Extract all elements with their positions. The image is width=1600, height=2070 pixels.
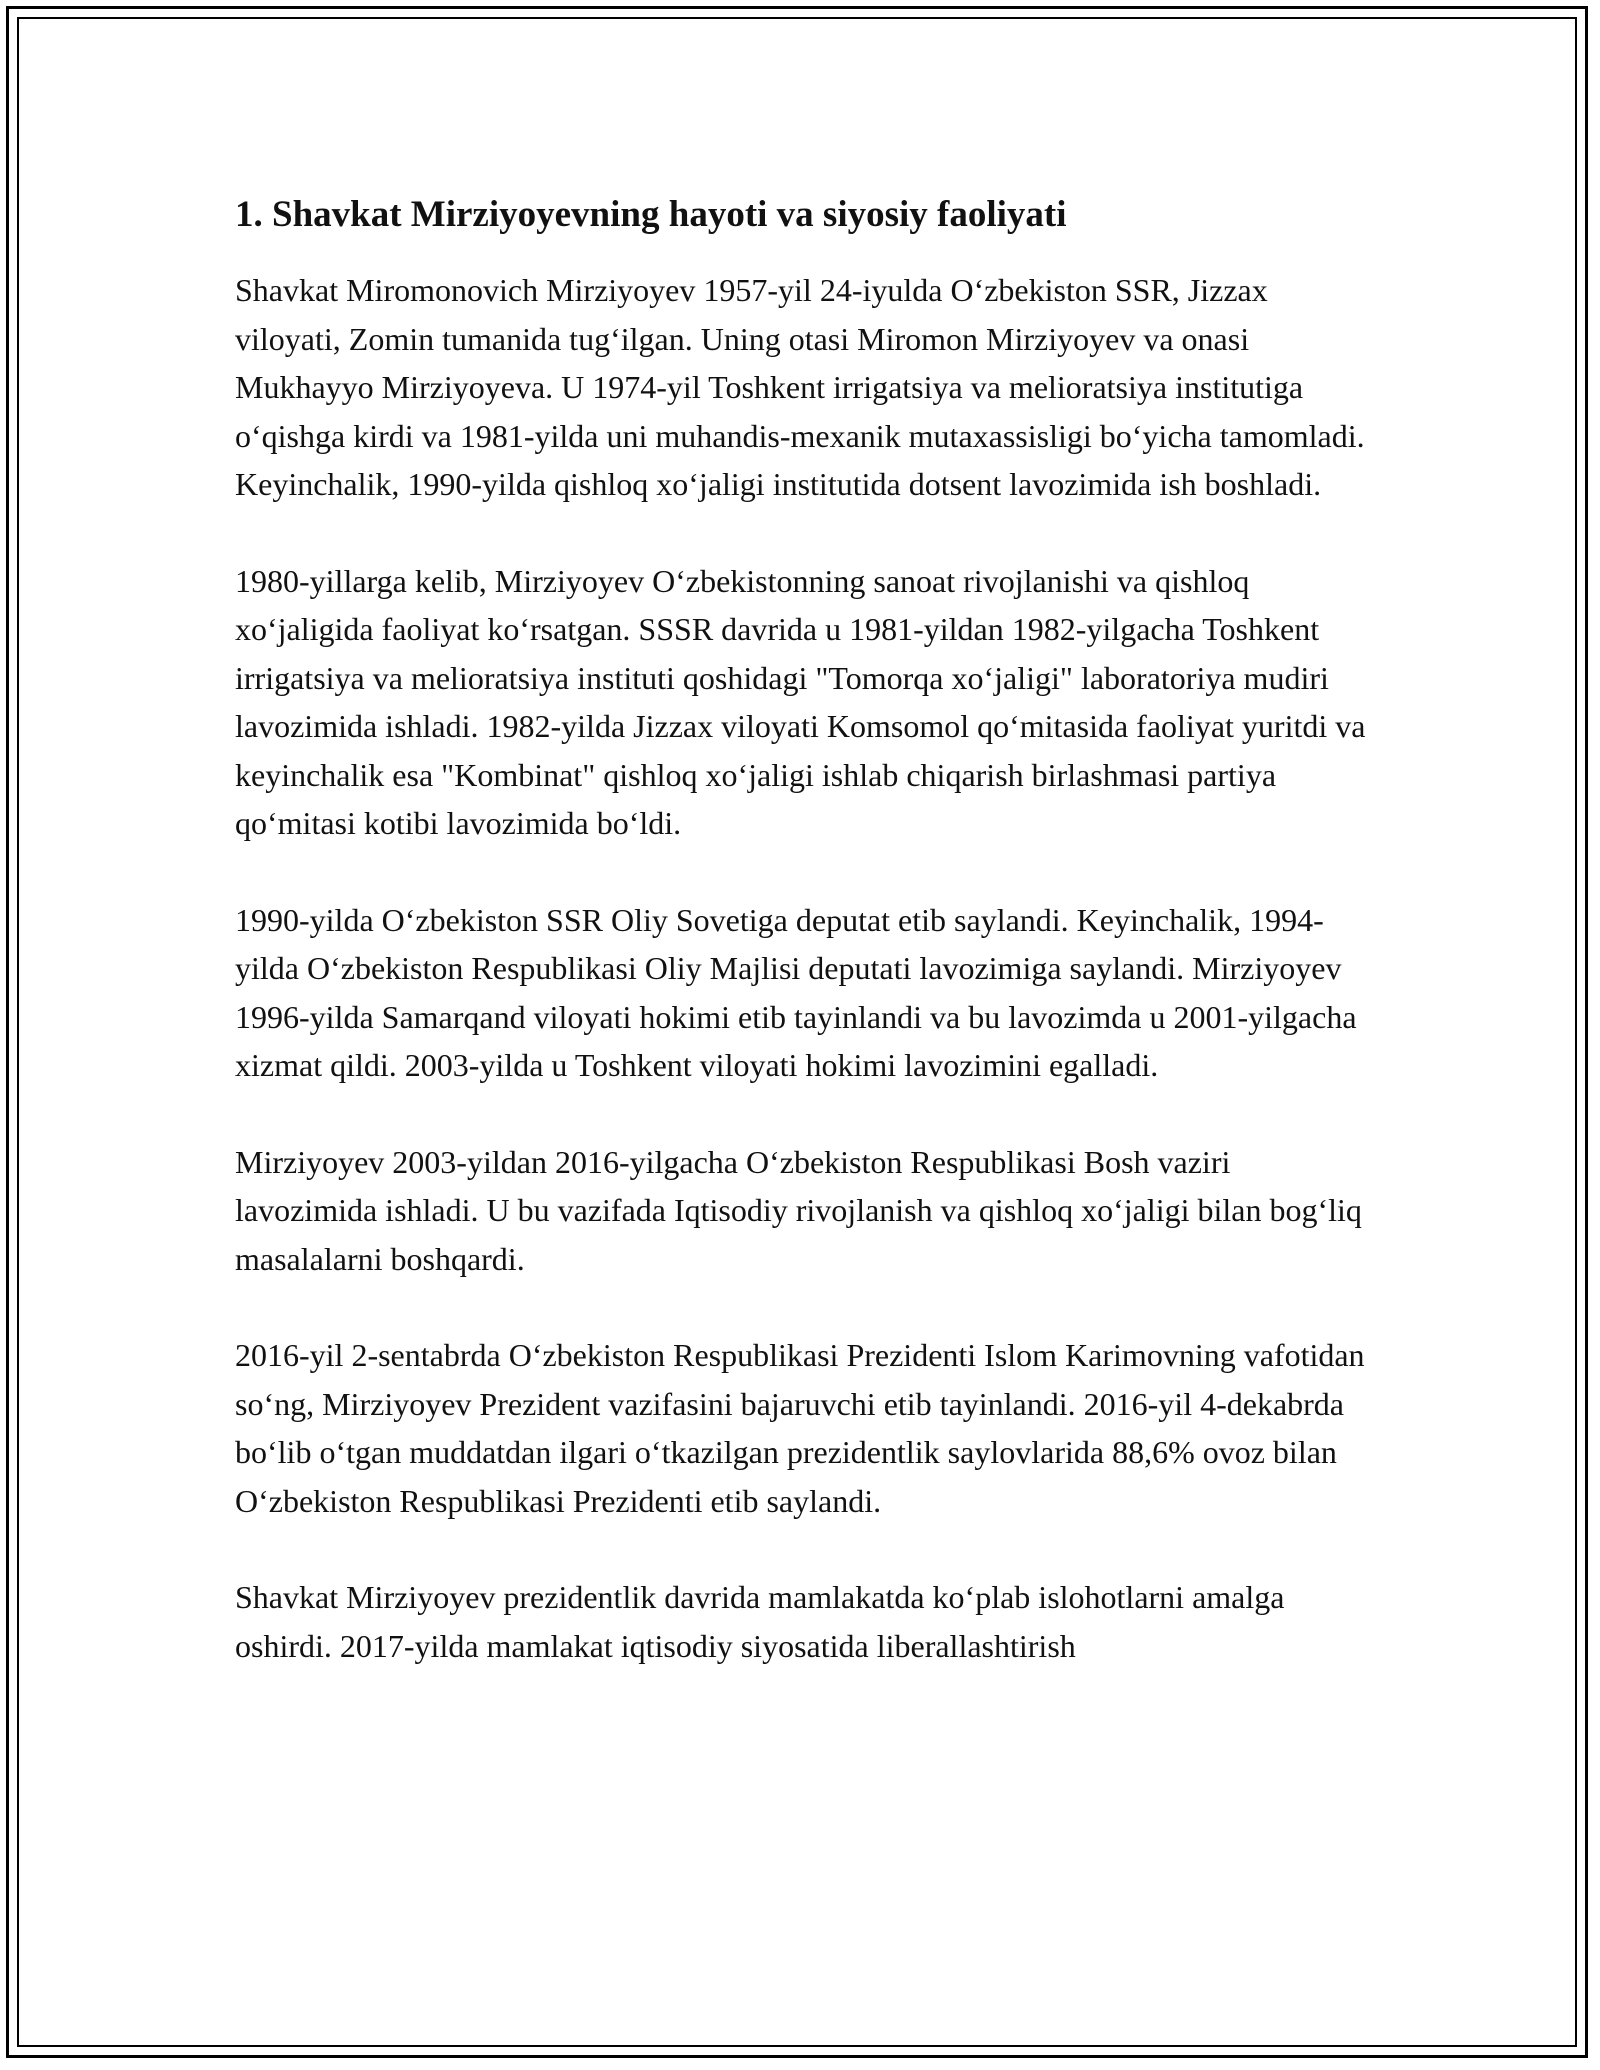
paragraph-presidency-election: 2016-yil 2-sentabrda O‘zbekiston Respublikasi Prezidenti Islom Karimovning vafotidan so‘ng, Mirziyoyev Prezident vazifasini bajaruvchi etib tayinlandi. 2016-yil 4-dekabrda bo‘lib o‘tgan muddatdan ilgari o‘tkazilgan prezidentlik saylovlarida 88,6% ovoz bilan O‘zbekiston Respublikasi Prezidenti etib saylandi. [235,1337,1365,1519]
document-body [235,188,1380,1670]
paragraph-1990s: 1990-yilda O‘zbekiston SSR Oliy Sovetiga deputat etib saylandi. Keyinchalik, 1994-yilda O‘zbekiston Respublikasi Oliy Majlisi deputati lavozimiga saylandi. Mirziyoyev 1996-yilda Samarqand viloyati hokimi etib tayinlandi va bu lavozimda u 2001-yilgacha xizmat qildi. 2003-yilda u Toshkent viloyati hokimi lavozimini egalladi. [235,901,1357,1083]
section-heading: 1. Shavkat Mirziyoyevning hayoti va siyosiy faoliyati [235,194,1067,235]
paragraph-reforms: Shavkat Mirziyoyev prezidentlik davrida mamlakatda ko‘plab islohotlarni amalga oshirdi. 2017-yilda mamlakat iqtisodiy siyosatida liberallashtirish [235,1579,1285,1664]
paragraph-biography: Shavkat Miromonovich Mirziyoyev 1957-yil 24-iyulda O‘zbekiston SSR, Jizzax viloyati, Zomin tumanida tug‘ilgan. Uning otasi Miromon Mirziyoyev va onasi Mukhayyo Mirziyoyeva. U 1974-yil Toshkent irrigatsiya va melioratsiya institutiga o‘qishga kirdi va 1981-yilda uni muhandis-mexanik mutaxassisligi bo‘yicha tamomladi. Keyinchalik, 1990-yilda qishloq xo‘jaligi institutida dotsent lavozimida ish boshladi. [235,272,1365,502]
paragraph-prime-minister: Mirziyoyev 2003-yildan 2016-yilgacha O‘zbekiston Respublikasi Bosh vaziri lavozimida ishladi. U bu vazifada Iqtisodiy rivojlanish va qishloq xo‘jaligi bilan bog‘liq masalalarni boshqardi. [235,1143,1362,1277]
paragraph-1980s: 1980-yillarga kelib, Mirziyoyev O‘zbekistonning sanoat rivojlanishi va qishloq xo‘jaligida faoliyat ko‘rsatgan. SSSR davrida u 1981-yildan 1982-yilgacha Toshkent irrigatsiya va melioratsiya instituti qoshidagi "Tomorqa xo‘jaligi" laboratoriya mudiri lavozimida ishladi. 1982-yilda Jizzax viloyati Komsomol qo‘mitasida faoliyat yuritdi va keyinchalik esa "Kombinat" qishloq xo‘jaligi ishlab chiqarish birlashmasi partiya qo‘mitasi kotibi lavozimida bo‘ldi. [235,562,1366,841]
